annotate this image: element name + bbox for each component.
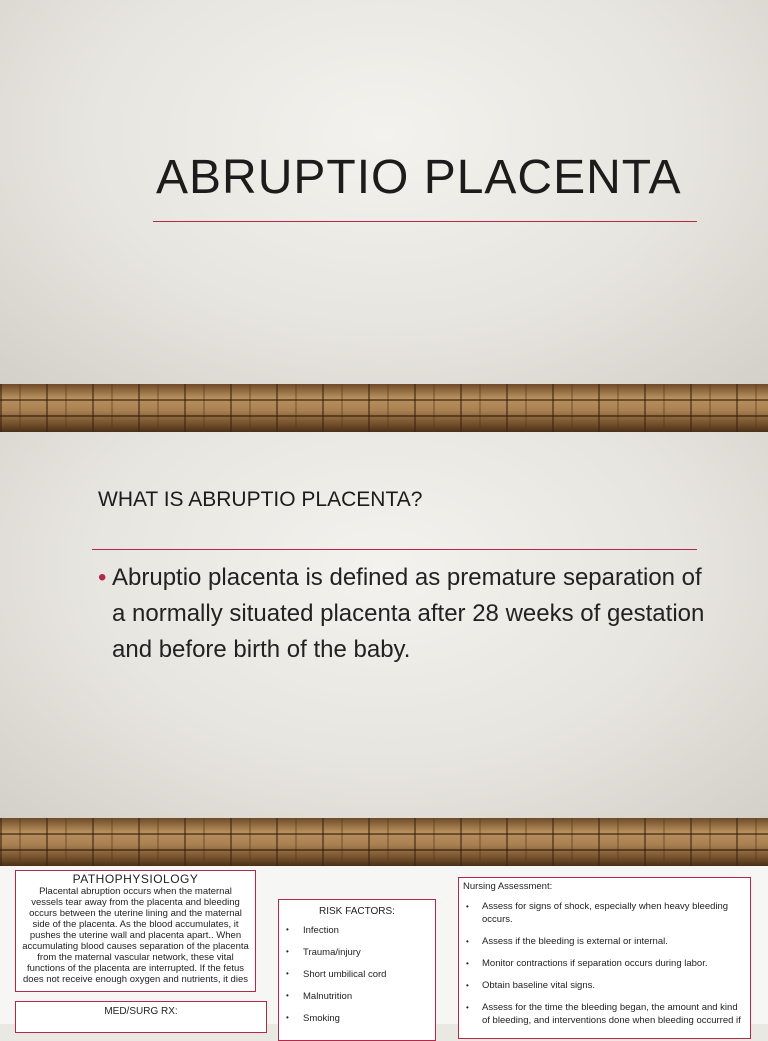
definition-divider xyxy=(92,549,697,550)
title-slide xyxy=(0,0,768,384)
medsurg-heading: MED/SURG RX: xyxy=(104,1006,178,1017)
risk-factors-list xyxy=(279,925,435,1035)
pathophysiology-heading: PATHOPHYSIOLOGY xyxy=(72,872,199,886)
risk-factors-box xyxy=(278,899,436,1041)
medsurg-box xyxy=(15,1001,267,1033)
list-item: • Assess for signs of shock, especially when heavy bleeding occurs. xyxy=(459,900,750,926)
list-item: • Smoking xyxy=(279,1013,435,1035)
wood-floor-divider xyxy=(0,818,768,866)
nursing-assessment-heading: Nursing Assessment: xyxy=(463,881,553,892)
title-divider xyxy=(153,221,697,222)
risk-factors-heading: RISK FACTORS: xyxy=(319,906,395,917)
pathophysiology-box xyxy=(15,870,256,992)
list-item: • Assess if the bleeding is external or internal. xyxy=(459,935,750,948)
list-item: • Obtain baseline vital signs. xyxy=(459,979,750,992)
definition-title: WHAT IS ABRUPTIO PLACENTA? xyxy=(98,488,423,511)
list-item: • Assess for the time the bleeding began, the amount and kind of bleeding, and interventions done when bleeding occurred if xyxy=(459,1001,750,1027)
list-item: • Infection xyxy=(279,925,435,947)
nursing-assessment-box xyxy=(458,877,751,1039)
slide-title: ABRUPTIO PLACENTA xyxy=(156,151,682,204)
list-item: • Monitor contractions if separation occurs during labor. xyxy=(459,957,750,970)
nursing-assessment-list xyxy=(459,900,750,1027)
wood-floor-divider xyxy=(0,384,768,432)
list-item: • Short umbilical cord xyxy=(279,969,435,991)
bullet-icon: • xyxy=(98,564,107,591)
pathophysiology-text: Placental abruption occurs when the maternal vessels tear away from the placenta and bleeding occurs between the uterine lining and the maternal side of the placenta. As the blood accumulates, it pushes the uterine wall and placenta apart.. When accumulating blood causes separation of the placenta from the maternal vascular network, these vital functions of the placenta are interrupted. If the fetus does not receive enough oxygen and nutrients, it dies xyxy=(22,886,249,985)
list-item: • Trauma/injury xyxy=(279,947,435,969)
definition-text: Abruptio placenta is defined as premature separation of a normally situated placenta after 28 weeks of gestation and before birth of the baby. xyxy=(112,564,705,663)
definition-bullet xyxy=(98,560,708,668)
list-item: • Malnutrition xyxy=(279,991,435,1013)
